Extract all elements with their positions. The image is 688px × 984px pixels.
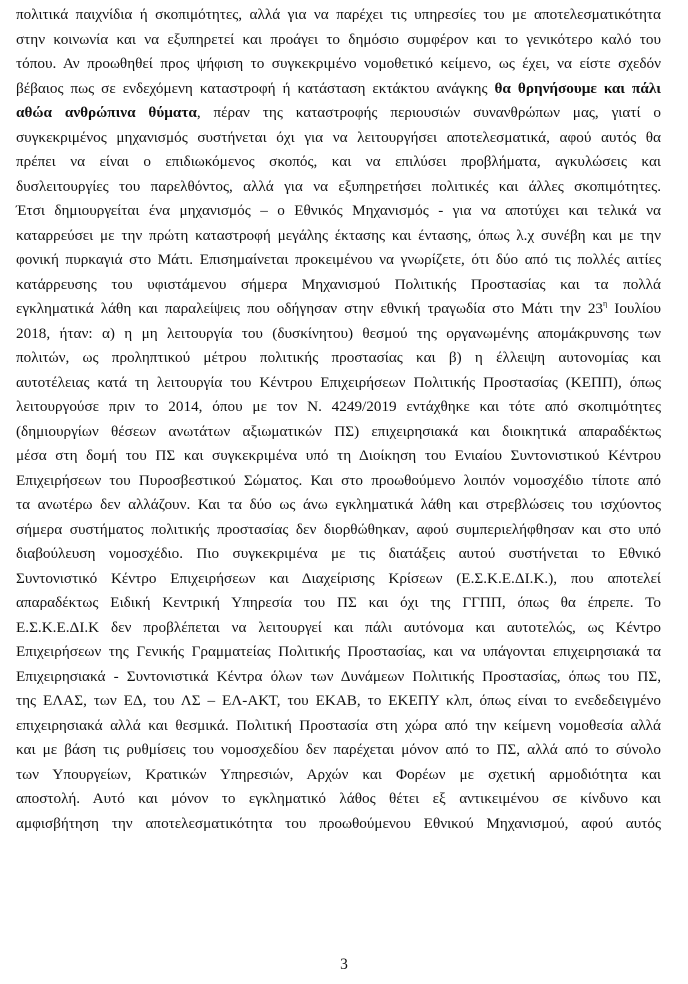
line-text: Επιχειρήσεων της Γενικής Γραμματείας Πολιτικής Προστασίας, και να υπάγονται επιχειρησιακά τα — [16, 643, 661, 660]
line-text: πολιτικά παιχνίδια ή σκοπιμότητες, αλλά για να παρέχει τις υπηρεσίες του με αποτελεσματικότητα — [16, 6, 661, 23]
line-text: τα ανωτέρω δεν αλλάζουν. Και τα δύο ως άνω εγκληματικά λάθη και στρεβλώσεις του ισχύοντος — [16, 496, 661, 513]
text-line — [16, 714, 661, 739]
text-line — [16, 150, 661, 175]
line-text: μέσα στη δομή του ΠΣ και συγκεκριμένα υπό τη Διοίκηση του Ενιαίου Συντονιστικού Κέντρου — [16, 447, 661, 464]
text-line — [16, 763, 661, 788]
line-text: δυσλειτουργίες του παρελθόντος, αλλά για να εξυπηρετήσει πολιτικές και άλλες σκοπιμότητες. — [16, 177, 661, 195]
line-text: διαβούλευση νομοσχέδιο. Πιο συγκεκριμένα με τις διατάξεις αυτού συστήνεται το Εθνικό — [16, 545, 661, 562]
line-text: σήμερα συστήματος πολιτικής προστασίας δεν διορθώθηκαν, αφού συμπεριελήφθησαν και στο υπό — [16, 520, 661, 538]
text-line — [16, 518, 661, 543]
text-line — [16, 665, 661, 690]
line-text: τόπου. Αν προωθηθεί προς ψήφιση το συγκεκριμένο νομοθετικό κείμενο, ως έχει, να είστε σχεδόν — [16, 55, 661, 72]
line-text: της ΕΛΑΣ, των ΕΔ, του ΛΣ – ΕΛ-ΑΚΤ, του ΕΚΑΒ, το ΕΚΕΠΥ κλπ, όπως είναι το ενεδεδειγμένο — [16, 692, 661, 709]
text-line — [16, 640, 661, 665]
text-line — [16, 224, 661, 249]
emphasized-text: θα θρηνήσουμε και πάλι — [494, 79, 661, 97]
line-text: Έτσι δημιουργείται ένα μηχανισμός – ο Εθνικός Μηχανισμός - για να αποτύχει και τελικά να — [16, 202, 661, 219]
text-line — [16, 420, 661, 445]
text-line — [16, 444, 661, 469]
text-line — [16, 199, 661, 224]
document-body — [16, 3, 661, 836]
text-line — [16, 469, 661, 494]
line-text: αυτοτέλειας κατά τη λειτουργία του Κέντρου Επιχειρήσεων Πολιτικής Προστασίας (ΚΕΠΠ), όπως — [16, 373, 661, 391]
text-line — [16, 297, 661, 322]
text-line — [16, 395, 661, 420]
line-text: 2018, ήταν: α) η μη λειτουργία του (δυσκίνητου) θεσμού της οργανωμένης απομάκρυνσης των — [16, 324, 661, 342]
emphasized-text: αθώα ανθρώπινα θύματα — [16, 104, 197, 121]
line-text: κατάρρευσης του υφιστάμενου σήμερα Μηχανισμού Πολιτικής Προστασίας και τα πολλά — [16, 275, 661, 293]
line-text: , πέραν της καταστροφής περιουσιών συνανθρώπων μας, γιατί ο — [196, 104, 661, 121]
line-text: αποστολή. Αυτό και μόνον το εγκληματικό λάθος θέτει εξ αντικειμένου σε κίνδυνο και — [16, 790, 661, 807]
text-line — [16, 28, 661, 53]
text-line — [16, 371, 661, 396]
text-line — [16, 273, 661, 298]
line-text: αμφισβήτηση την αποτελεσματικότητα του προωθούμενου Εθνικού Μηχανισμού, αφού αυτός — [16, 814, 661, 832]
text-line — [16, 77, 661, 102]
line-text: επιχειρησιακά αλλά και θεσμικά. Πολιτική Προστασία στη χώρα από την κείμενη νομοθεσία αλλά — [16, 716, 661, 734]
line-text: εγκληματικά λάθη και παραλείψεις που οδήγησαν στην εθνική τραγωδία στο Μάτι την 23 — [16, 300, 604, 317]
text-line — [16, 175, 661, 200]
text-line — [16, 52, 661, 77]
line-text: (δημιουργίων θέσεων ανωτάτων αξιωματικών ΠΣ) επιχειρησιακά και διοικητικά απαραδέκτως — [16, 422, 661, 440]
line-text: των Υπουργείων, Κρατικών Υπηρεσιών, Αρχών και Φορέων με σχετική αρμοδιότητα και — [16, 765, 661, 783]
text-line — [16, 322, 661, 347]
line-text: πολιτών, ως προληπτικού μέτρου πολιτικής προστασίας και β) η έλλειψη αυτονομίας και — [16, 349, 661, 366]
text-line — [16, 542, 661, 567]
text-line — [16, 3, 661, 28]
line-text: καταρρεύσει με την πρώτη καταστροφή μεγάλης έκτασης και έντασης, όπως λ.χ συνέβη και με την — [16, 226, 661, 244]
text-line — [16, 248, 661, 273]
text-line — [16, 616, 661, 641]
text-line — [16, 689, 661, 714]
line-text: στην κοινωνία και να εξυπηρετεί και προάγει το δημόσιο συμφέρον και το γενικότερο καλό του — [16, 30, 661, 48]
line-text: και με βάση τις ρυθμίσεις του νομοσχεδίου δεν παρέχεται μόνον από το ΠΣ, αλλά από το σύνολο — [16, 741, 661, 758]
line-text: λειτουργούσε πριν το 2014, όπου με τον Ν. 4249/2019 εντάχθηκε και τότε από σκοπιμότητες — [16, 398, 661, 415]
line-text: συγκεκριμένος μηχανισμός συστήνεται όχι για να λειτουργήσει αποτελεσματικά, αφού αυτός θα — [16, 128, 661, 146]
ordinal-superscript: η — [603, 299, 608, 308]
line-text: Επιχειρησιακά - Συντονιστικά Κέντρα όλων των Δυνάμεων Πολιτικής Προστασίας, όπως του ΠΣ, — [16, 667, 661, 685]
text-line — [16, 101, 661, 126]
text-line — [16, 567, 661, 592]
text-line — [16, 126, 661, 151]
text-line — [16, 812, 661, 837]
text-line — [16, 787, 661, 812]
text-line — [16, 591, 661, 616]
text-line — [16, 738, 661, 763]
page-number: 3 — [340, 956, 348, 973]
line-text: Συντονιστικό Κέντρο Επιχειρήσεων και Διαχείρισης Κρίσεων (Ε.Σ.Κ.Ε.ΔΙ.Κ.), που αποτελεί — [16, 569, 661, 587]
text-line — [16, 346, 661, 371]
line-text: Επιχειρήσεων του Πυροσβεστικού Σώματος. Και στο προωθούμενο λοιπόν νομοσχέδιο τίποτε από — [16, 471, 661, 489]
line-text: πρέπει να είναι ο επιδιωκόμενος σκοπός, και να επιλύσει προβλήματα, αγκυλώσεις και — [16, 153, 661, 170]
line-text: Ιουλίου — [607, 300, 662, 317]
line-text: βέβαιος πως σε ενδεχόμενη καταστροφή ή κατάσταση εκτάκτου ανάγκης — [16, 79, 495, 97]
line-text: Ε.Σ.Κ.Ε.ΔΙ.Κ δεν προβλέπεται να λειτουργεί και πάλι αυτόνομα και αυτοτελώς, ως Κέντρο — [16, 618, 661, 636]
line-text: απαραδέκτως Ειδική Κεντρική Υπηρεσία του ΠΣ και όχι της ΓΓΠΠ, όπως θα έπρεπε. Το — [16, 594, 661, 611]
text-line — [16, 493, 661, 518]
line-text: φονική πυρκαγιά στο Μάτι. Επισημαίνεται προκειμένου να γνωρίζετε, ότι δύο από τις πολλές αιτίες — [16, 251, 661, 268]
